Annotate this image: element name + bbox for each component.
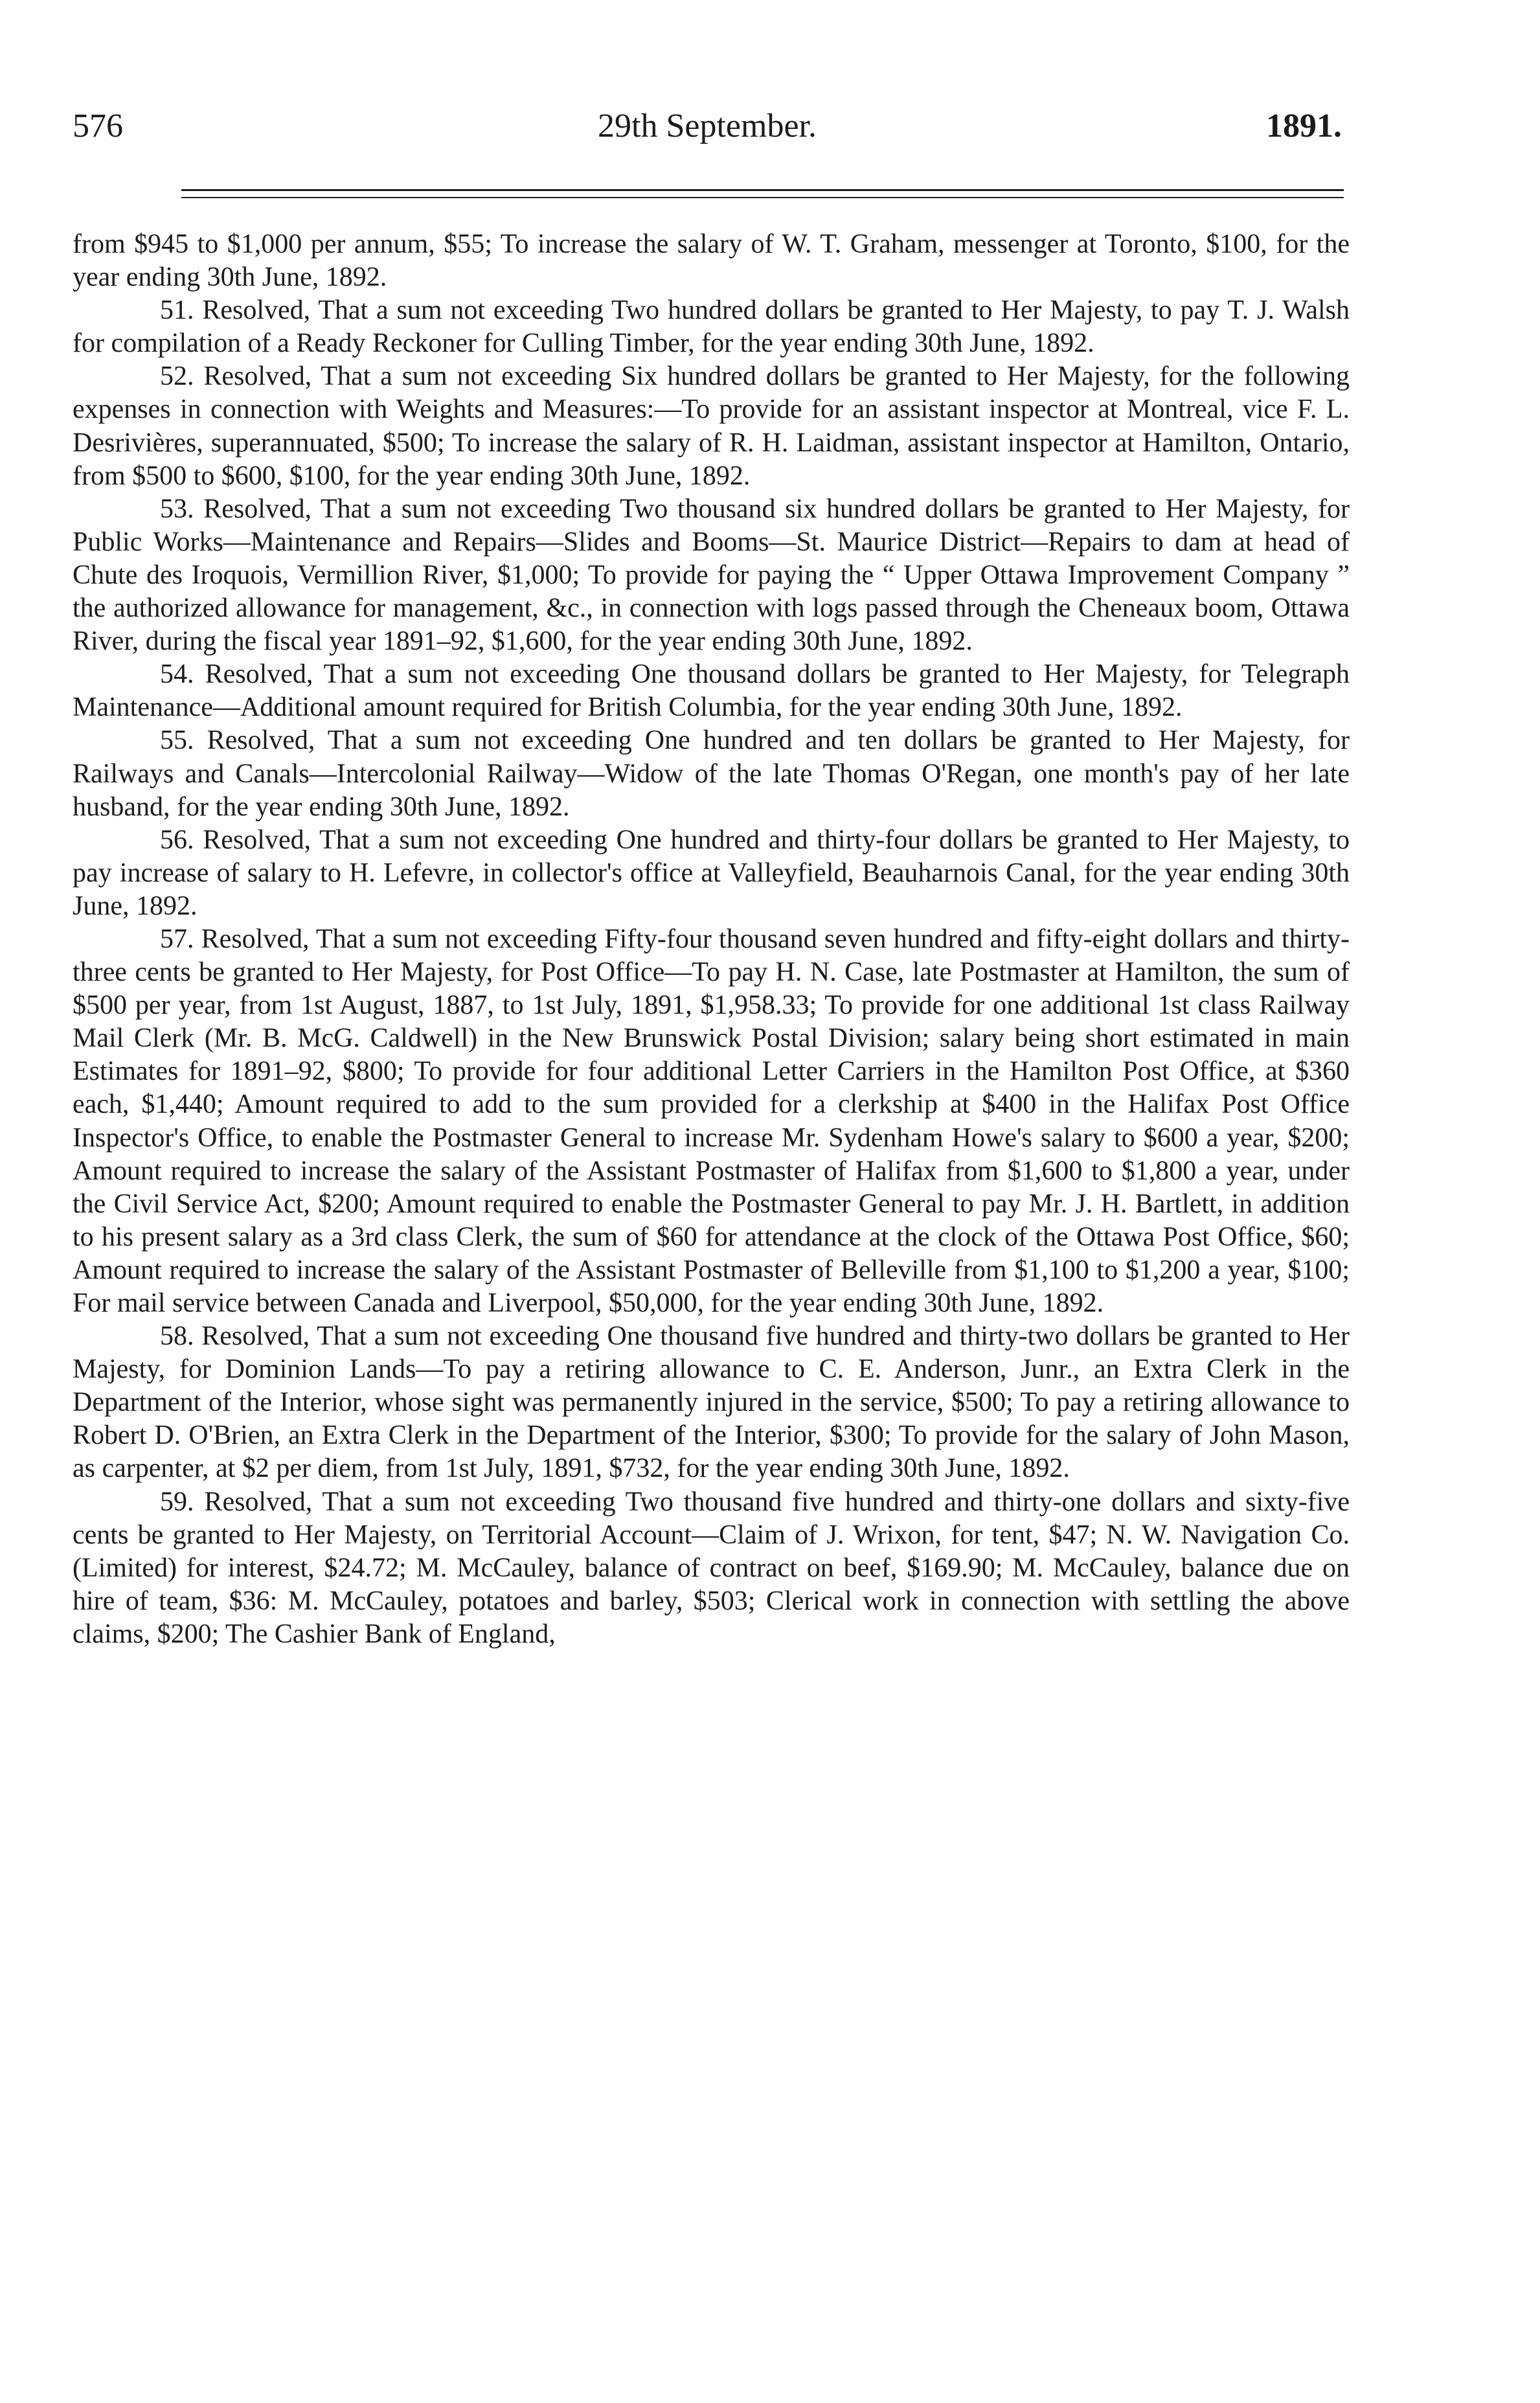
page-number: 576 <box>73 108 123 144</box>
header-date: 29th September. <box>598 108 817 144</box>
header-year: 1891. <box>1266 108 1342 144</box>
resolution-52: 52. Resolved, That a sum not exceeding Six hundred dollars be granted to Her Majesty, for the following expenses in connection with Weights and Measures:—To provide for an assistant inspector at Montreal, vice F. L. Desrivières, superannuated, $500; To increase the salary of R. H. Laidman, assistant inspector at Hamilton, Ontario, from $500 to $600, $100, for the year ending 30th June, 1892. <box>73 361 1350 491</box>
document-body <box>73 228 1350 1651</box>
resolution-51: 51. Resolved, That a sum not exceeding Two hundred dollars be granted to Her Majesty, to pay T. J. Walsh for compilation of a Ready Reckoner for Culling Timber, for the year ending 30th June, 1892. <box>73 295 1350 359</box>
resolution-58: 58. Resolved, That a sum not exceeding One thousand five hundred and thirty-two dollars be granted to Her Majesty, for Dominion Lands—To pay a retiring allowance to C. E. Anderson, Junr., an Extra Clerk in the Department of the Interior, whose sight was permanently injured in the service, $500; To pay a retiring allowance to Robert D. O'Brien, an Extra Clerk in the Department of the Interior, $300; To provide for the salary of John Mason, as carpenter, at $2 per diem, from 1st July, 1891, $732, for the year ending 30th June, 1892. <box>73 1321 1350 1484</box>
resolution-57: 57. Resolved, That a sum not exceeding Fifty-four thousand seven hundred and fifty-eight dollars and thirty-three cents be granted to Her Majesty, for Post Office—To pay H. N. Case, late Postmaster at Hamilton, the sum of $500 per year, from 1st August, 1887, to 1st July, 1891, $1,958.33; To provide for one additional 1st class Railway Mail Clerk (Mr. B. McG. Caldwell) in the New Brunswick Postal Division; salary being short estimated in main Estimates for 1891–92, $800; To provide for four additional Letter Carriers in the Hamilton Post Office, at $360 each, $1,440; Amount required to add to the sum provided for a clerkship at $400 in the Halifax Post Office Inspector's Office, to enable the Postmaster General to increase Mr. Sydenham Howe's salary to $600 a year, $200; Amount required to increase the salary of the Assistant Postmaster of Halifax from $1,600 to $1,800 a year, under the Civil Service Act, $200; Amount required to enable the Postmaster General to pay Mr. J. H. Bartlett, in addition to his present salary as a 3rd class Clerk, the sum of $60 for attendance at the clock of the Ottawa Post Office, $60; Amount required to increase the salary of the Assistant Postmaster of Belleville from $1,100 to $1,200 a year, $100; For mail service between Canada and Liverpool, $50,000, for the year ending 30th June, 1892. <box>73 924 1350 1318</box>
paragraph-continued: from $945 to $1,000 per annum, $55; To increase the salary of W. T. Graham, messenger at Toronto, $100, for the year ending 30th June, 1892. <box>73 229 1350 293</box>
page-header <box>73 104 1342 149</box>
resolution-53: 53. Resolved, That a sum not exceeding Two thousand six hundred dollars be granted to Her Majesty, for Public Works—Maintenance and Repairs—Slides and Booms—St. Maurice District—Repairs to dam at head of Chute des Iroquois, Vermillion River, $1,000; To provide for paying the “ Upper Ottawa Improvement Company ” the authorized allowance for management, &c., in connection with logs passed through the Cheneaux boom, Ottawa River, during the fiscal year 1891–92, $1,600, for the year ending 30th June, 1892. <box>73 494 1350 657</box>
header-rule-bottom <box>181 197 1344 198</box>
resolution-55: 55. Resolved, That a sum not exceeding One hundred and ten dollars be granted to Her Majesty, for Railways and Canals—Intercolonial Railway—Widow of the late Thomas O'Regan, one month's pay of her late husband, for the year ending 30th June, 1892. <box>73 725 1350 822</box>
resolution-54: 54. Resolved, That a sum not exceeding One thousand dollars be granted to Her Majesty, for Telegraph Maintenance—Additional amount required for British Columbia, for the year ending 30th June, 1892. <box>73 659 1350 723</box>
resolution-56: 56. Resolved, That a sum not exceeding One hundred and thirty-four dollars be granted to Her Majesty, to pay increase of salary to H. Lefevre, in collector's office at Valleyfield, Beauharnois Canal, for the year ending 30th June, 1892. <box>73 825 1350 921</box>
resolution-59: 59. Resolved, That a sum not exceeding Two thousand five hundred and thirty-one dollars and sixty-five cents be granted to Her Majesty, on Territorial Account—Claim of J. Wrixon, for tent, $47; N. W. Navigation Co. (Limited) for interest, $24.72; M. McCauley, balance of contract on beef, $169.90; M. McCauley, balance due on hire of team, $36: M. McCauley, potatoes and barley, $503; Clerical work in connection with settling the above claims, $200; The Cashier Bank of England, <box>73 1486 1350 1649</box>
header-rule-top <box>181 189 1344 191</box>
